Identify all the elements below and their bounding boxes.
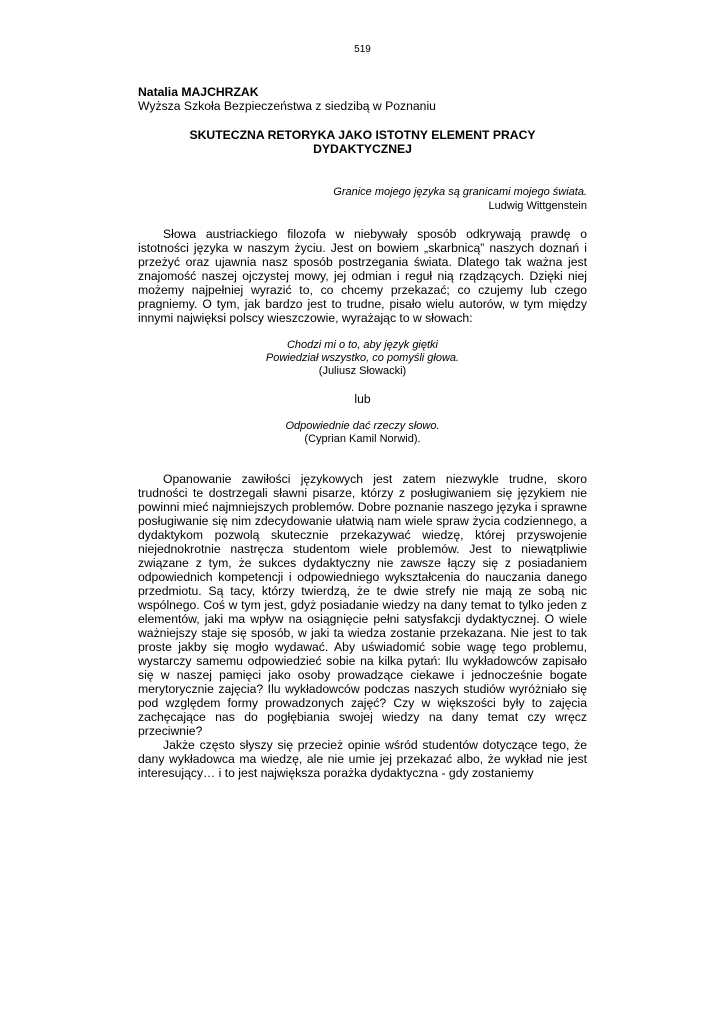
article-body	[138, 85, 587, 780]
epigraph	[138, 185, 587, 213]
paragraph-2: Opanowanie zawiłości językowych jest zatem niezwykle trudne, skoro trudności te dostrzegali sławni pisarze, którzy z posługiwaniem się językiem nie powinni mieć najmniejszych problemów. Dobre poznanie naszego języka i sprawne posługiwanie się nim zdecydowanie ułatwią nam wiele spraw życia codziennego, a dydaktykom pozwolą skutecznie przekazywać wiedzę, której przyswojenie niejednokrotnie nastręcza studentom wiele problemów. Jest to niewątpliwie związane z tym, że sukces dydaktyczny nie zawsze łączy się z posiadaniem odpowiednich kompetencji i odpowiedniego wykształcenia do nauczania danego przedmiotu. Są tacy, którzy twierdzą, że te dwie strefy nie mają ze sobą nic wspólnego. Coś w tym jest, gdyż posiadanie wiedzy na dany temat to tylko jeden z elementów, jaki ma wpływ na osiągnięcie pełni satysfakcji dydaktycznej. O wiele ważniejszy staje się sposób, w jaki ta wiedza zostanie przekazana. Nie jest to tak proste jakby się mogło wydawać. Aby uświadomić sobie wagę tego problemu, wystarczy samemu odpowiedzieć sobie na kilka pytań: Ilu wykładowców zapisało się w naszej pamięci jako osoby prowadzące ciekawe i jednocześnie bogate merytorycznie zajęcia? Ilu wykładowców podczas naszych studiów wyróżniało się pod względem formy prowadzonych zajęć? Czy w większości były to zajęcia zachęcające nas do pogłębiania swojej wiedzy na dany temat czy wręcz przeciwnie?	[138, 472, 587, 738]
author-name: Natalia MAJCHRZAK	[138, 85, 259, 99]
quote-norwid-line-1: Odpowiednie dać rzeczy słowo.	[285, 420, 440, 432]
quote-slowacki-line-2: Powiedział wszystko, co pomyśli głowa.	[265, 352, 460, 364]
epigraph-source: Ludwig Wittgenstein	[488, 200, 587, 212]
article-title: SKUTECZNA RETORYKA JAKO ISTOTNY ELEMENT PRACY DYDAKTYCZNEJ	[189, 128, 536, 156]
page-number: 519	[354, 44, 371, 55]
quote-norwid-attribution: (Cyprian Kamil Norwid).	[304, 433, 421, 445]
paragraph-1: Słowa austriackiego filozofa w niebywały sposób odkrywają prawdę o istotności języka w naszym życiu. Jest on bowiem „skarbnicą” naszych doznań i przeżyć oraz ujawnia nasz sposób postrzegania świata. Dlatego tak ważna jest znajomość naszej ojczystej mowy, jej odmian i reguł nią rządzących. Dzięki niej możemy najpełniej wyrazić to, co chcemy przekazać; co czujemy lub czego pragniemy. O tym, jak bardzo jest to trudne, pisało wielu autorów, w tym między innymi najwięksi polscy wieszczowie, wyrażając to w słowach:	[138, 227, 587, 325]
paragraph-3: Jakże często słyszy się przecież opinie wśród studentów dotyczące tego, że dany wykładowca ma wiedzę, ale nie umie jej przekazać albo, że wykład nie jest interesujący… i to jest największa porażka dydaktyczna - gdy zostaniemy	[138, 738, 587, 780]
author-affiliation: Wyższa Szkoła Bezpieczeństwa z siedzibą w Poznaniu	[138, 99, 436, 113]
quote-slowacki-attribution: (Juliusz Słowacki)	[318, 365, 407, 377]
quote-slowacki-line-1: Chodzi mi o to, aby język giętki	[286, 339, 438, 351]
quote-connector: lub	[354, 392, 371, 406]
epigraph-quote: Granice mojego języka są granicami mojego świata.	[333, 186, 587, 198]
quote-slowacki	[138, 339, 587, 378]
quote-norwid	[138, 420, 587, 446]
